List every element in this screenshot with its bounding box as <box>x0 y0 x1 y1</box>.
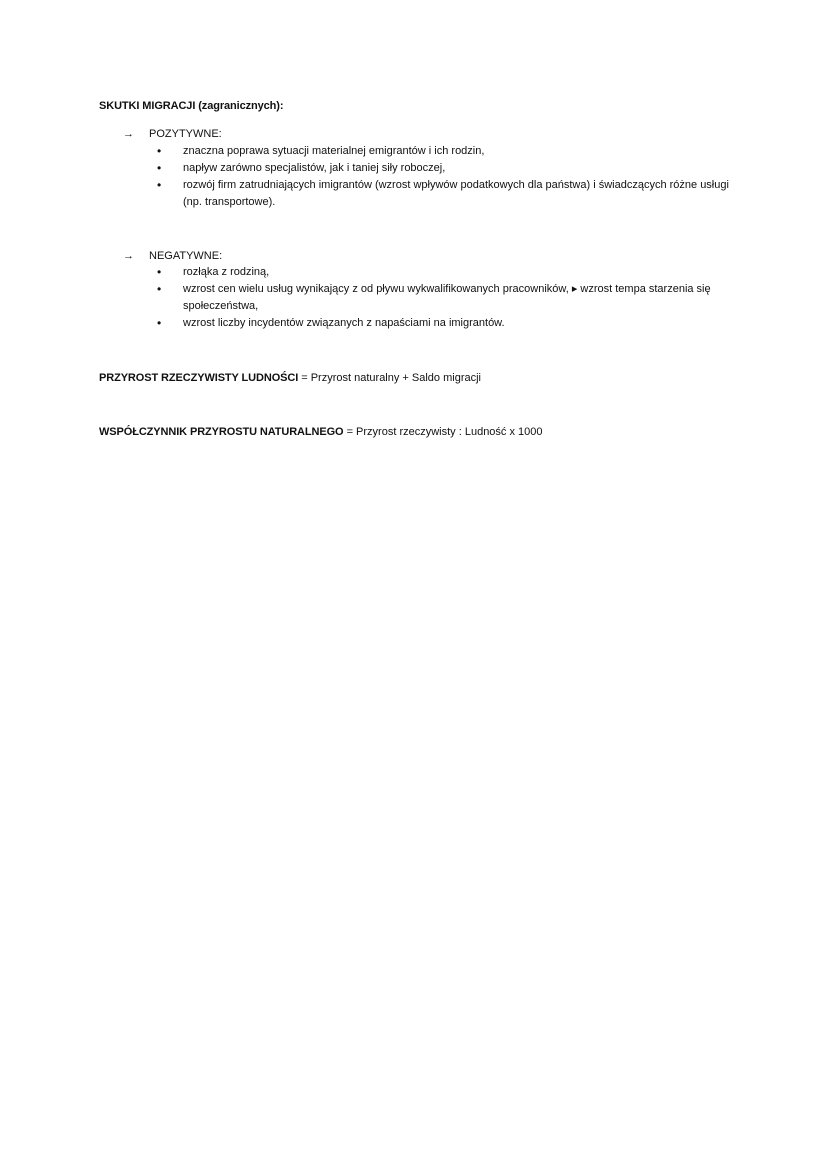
section-heading: SKUTKI MIGRACJI (zagranicznych): <box>99 100 284 112</box>
formula-term: PRZYROST RZECZYWISTY LUDNOŚCI <box>99 372 299 384</box>
list-item <box>157 264 737 281</box>
formula-natural-growth-rate <box>99 424 543 441</box>
list-item-text: wzrost liczby incydentów związanych z napaściami na imigrantów. <box>183 317 505 329</box>
negative-label-row <box>123 248 222 265</box>
bullet-icon: • <box>157 144 162 158</box>
bullet-icon: • <box>157 178 162 192</box>
negative-list <box>157 264 737 332</box>
positive-list <box>157 143 737 211</box>
list-item <box>157 177 737 211</box>
arrow-right-icon: → <box>123 128 134 140</box>
formula-term: WSPÓŁCZYNNIK PRZYROSTU NATURALNEGO <box>99 426 344 438</box>
positive-label: POZYTYWNE: <box>149 128 222 140</box>
list-item-text: wzrost cen wielu usług wynikający z od pływu wykwalifikowanych pracowników, ▸ wzrost tempa starzenia się społeczeństwa, <box>183 283 711 312</box>
bullet-icon: • <box>157 282 162 296</box>
list-item-text: rozłąka z rodziną, <box>183 266 270 278</box>
list-item-text: napływ zarówno specjalistów, jak i taniej siły roboczej, <box>183 162 446 174</box>
list-item <box>157 143 737 160</box>
list-item-text: rozwój firm zatrudniających imigrantów (wzrost wpływów podatkowych dla państwa) i świadczących różne usługi (np. transportowe). <box>183 179 729 208</box>
arrow-right-icon: → <box>123 250 134 262</box>
list-item <box>157 315 737 332</box>
list-item <box>157 160 737 177</box>
list-item-text: znaczna poprawa sytuacji materialnej emigrantów i ich rodzin, <box>183 145 485 157</box>
bullet-icon: • <box>157 161 162 175</box>
bullet-icon: • <box>157 265 162 279</box>
formula-expression: = Przyrost rzeczywisty : Ludność x 1000 <box>343 426 543 438</box>
formula-expression: = Przyrost naturalny + Saldo migracji <box>298 372 481 384</box>
positive-label-row <box>123 126 222 143</box>
list-item <box>157 281 737 315</box>
formula-real-growth <box>99 370 481 387</box>
negative-label: NEGATYWNE: <box>149 250 223 262</box>
bullet-icon: • <box>157 316 162 330</box>
